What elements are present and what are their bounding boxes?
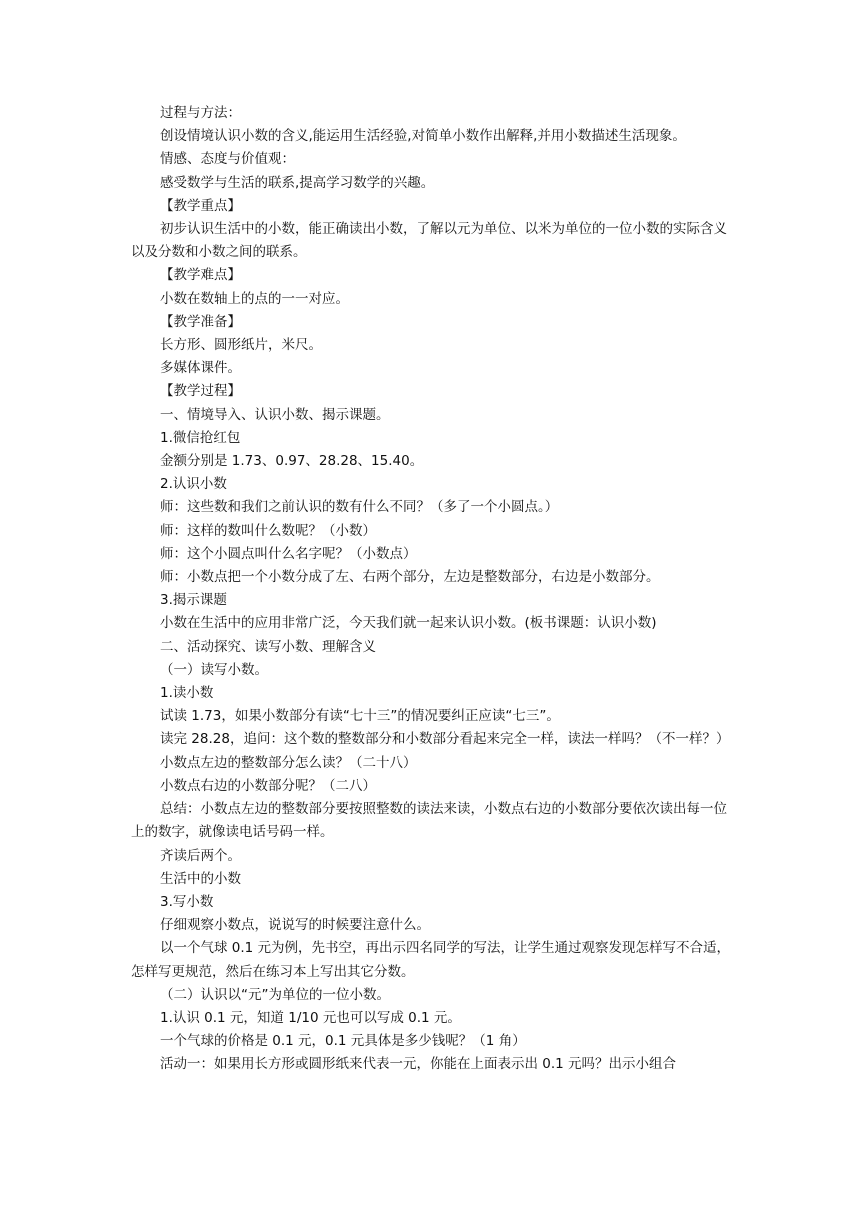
paragraph: 二、活动探究、读写小数、理解含义	[160, 638, 376, 655]
paragraph: 齐读后两个。	[160, 847, 241, 864]
paragraph: 【教学准备】	[160, 313, 241, 330]
paragraph: 师：小数点把一个小数分成了左、右两个部分，左边是整数部分，右边是小数部分。	[160, 569, 660, 586]
paragraph: 情感、态度与价值观：	[160, 151, 295, 168]
paragraph: 1.认识 0.1 元，知道 1/10 元也可以写成 0.1 元。	[160, 1009, 461, 1026]
paragraph: 多媒体课件。	[160, 360, 241, 377]
paragraph: 2.认识小数	[160, 476, 227, 493]
paragraph: 初步认识生活中的小数，能正确读出小数，了解以元为单位、以米为单位的一位小数的实际含义以及分数和小数之间的联系。	[131, 221, 727, 261]
paragraph: 读完 28.28，追问：这个数的整数部分和小数部分看起来完全一样，读法一样吗？（不一样？）	[160, 731, 730, 748]
paragraph: 试读 1.73，如果小数部分有读“七十三”的情况要纠正应读“七三”。	[160, 708, 560, 725]
paragraph: 感受数学与生活的联系,提高学习数学的兴趣。	[160, 174, 435, 191]
paragraph: 【教学过程】	[160, 383, 241, 400]
paragraph: 师：这个小圆点叫什么名字呢？（小数点）	[160, 545, 417, 562]
paragraph: 小数在生活中的应用非常广泛，今天我们就一起来认识小数。(板书课题：认识小数)	[160, 615, 657, 632]
paragraph: 1.读小数	[160, 685, 214, 702]
paragraph: 活动一：如果用长方形或圆形纸来代表一元，你能在上面表示出 0.1 元吗？出示小组合	[160, 1056, 677, 1073]
paragraph: 生活中的小数	[160, 870, 241, 887]
paragraph: 创设情境认识小数的含义,能运用生活经验,对简单小数作出解释,并用小数描述生活现象。	[160, 128, 686, 145]
paragraph: 小数点右边的小数部分呢？（二八）	[160, 777, 376, 794]
paragraph: 一个气球的价格是 0.1 元，0.1 元具体是多少钱呢？（1 角）	[160, 1033, 526, 1050]
paragraph: （一）读写小数。	[160, 661, 268, 678]
paragraph: 小数点左边的整数部分怎么读？（二十八）	[160, 754, 417, 771]
paragraph: 过程与方法：	[160, 105, 241, 121]
paragraph: 长方形、圆形纸片，米尺。	[160, 337, 322, 354]
paragraph: 师：这些数和我们之前认识的数有什么不同？（多了一个小圆点。）	[160, 499, 559, 516]
paragraph: 【教学难点】	[160, 267, 241, 284]
paragraph: 1.微信抢红包	[160, 429, 241, 446]
paragraph: （二）认识以“元”为单位的一位小数。	[160, 986, 390, 1003]
paragraph: 3.揭示课题	[160, 592, 227, 609]
paragraph: 3.写小数	[160, 893, 214, 910]
paragraph: 仔细观察小数点，说说写的时候要注意什么。	[160, 917, 430, 934]
paragraph: 师：这样的数叫什么数呢？（小数）	[160, 522, 376, 539]
paragraph: 总结：小数点左边的整数部分要按照整数的读法来读，小数点右边的小数部分要依次读出每一位上的数字，就像读电话号码一样。	[131, 801, 727, 841]
paragraph: 以一个气球 0.1 元为例，先书空，再出示四名同学的写法，让学生通过观察发现怎样写不合适，怎样写更规范，然后在练习本上写出其它分数。	[131, 940, 731, 980]
paragraph: 金额分别是 1.73、0.97、28.28、15.40。	[160, 453, 424, 470]
document-body	[131, 102, 731, 1077]
paragraph: 【教学重点】	[160, 197, 241, 214]
paragraph: 一、情境导入、认识小数、揭示课题。	[160, 406, 390, 423]
paragraph: 小数在数轴上的点的一一对应。	[160, 290, 349, 307]
